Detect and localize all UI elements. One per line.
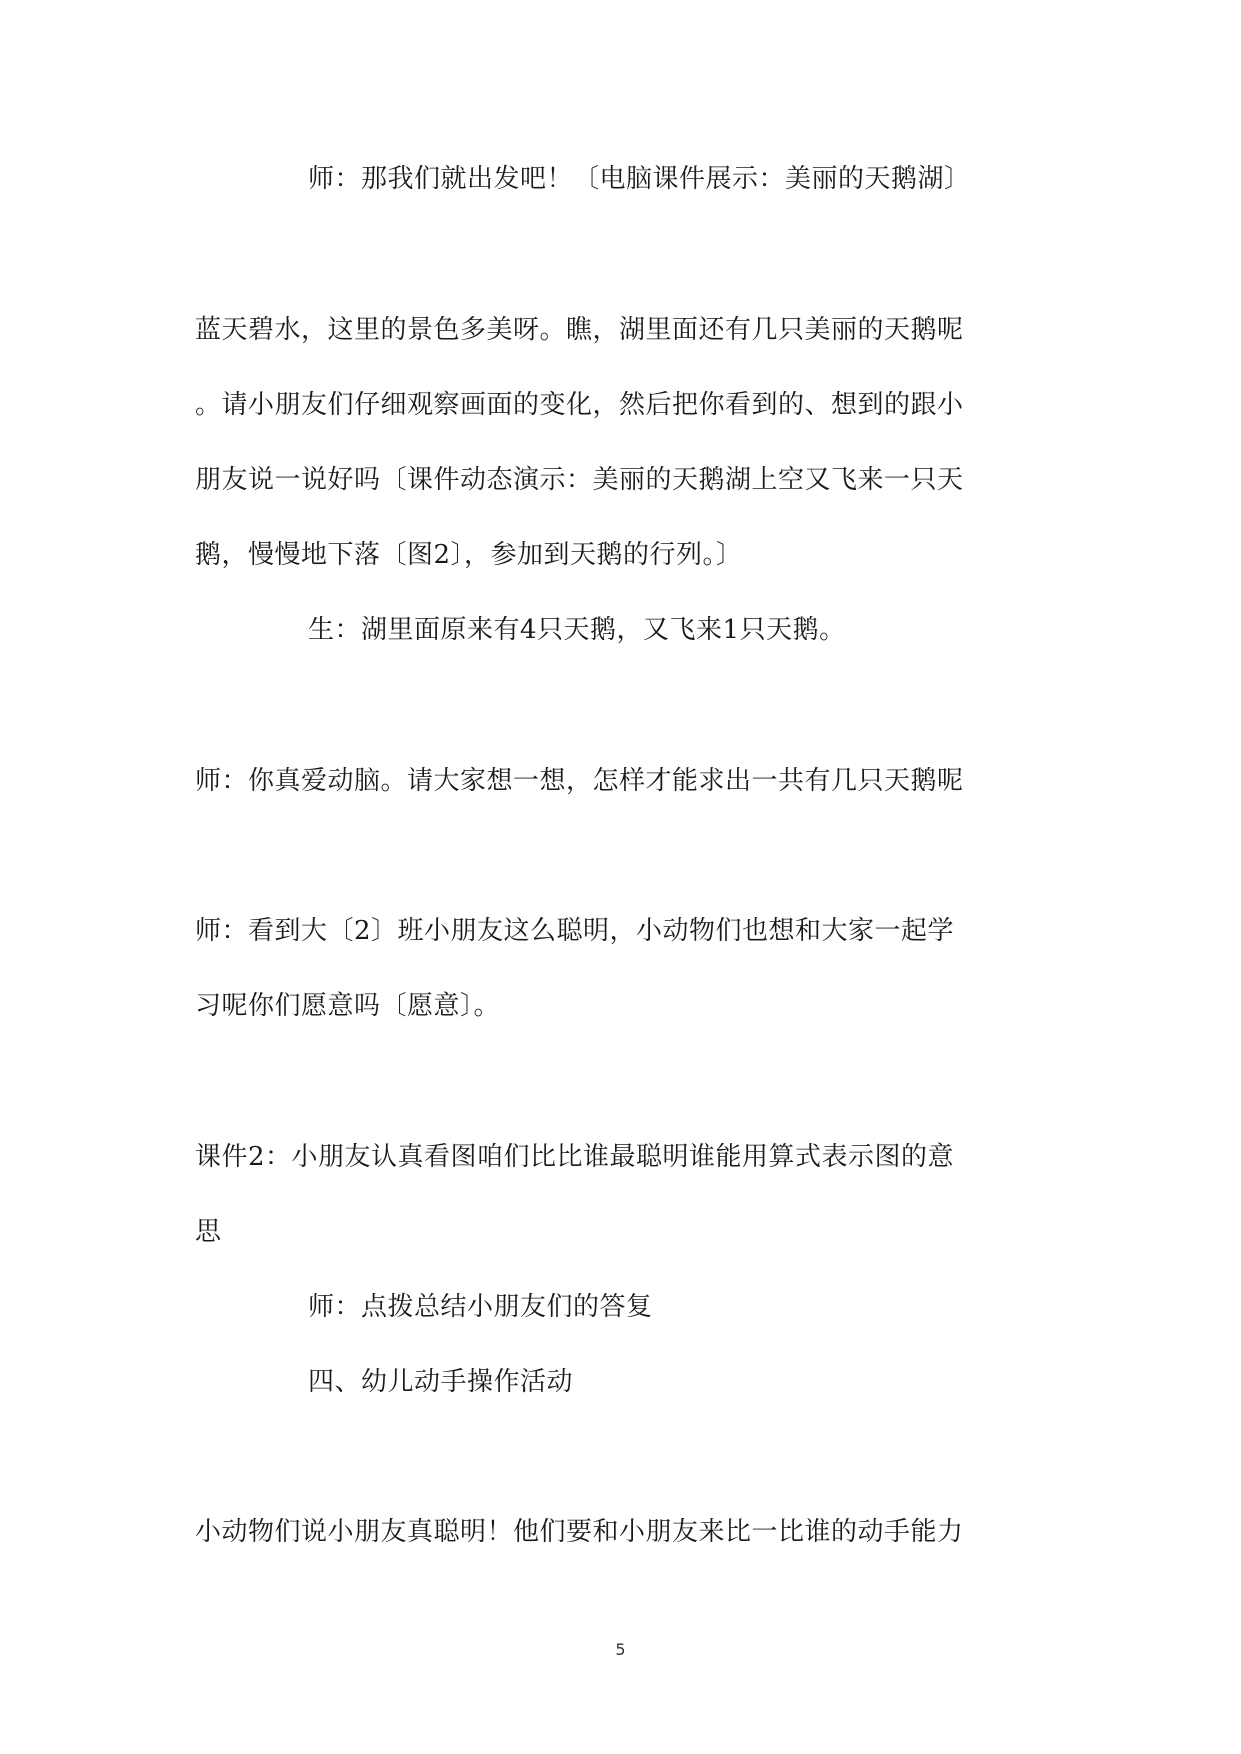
paragraph-line: 习呢你们愿意吗〔愿意〕。 (195, 991, 501, 1021)
paragraph-line: 思 (195, 1217, 222, 1247)
paragraph-line: 课件2：小朋友认真看图咱们比比谁最聪明谁能用算式表示图的意 (195, 1142, 955, 1172)
paragraph-line: 小动物们说小朋友真聪明！他们要和小朋友来比一比谁的动手能力 (195, 1517, 964, 1547)
paragraph-line: 师：点拨总结小朋友们的答复 (308, 1292, 653, 1322)
paragraph-line: 鹅，慢慢地下落〔图2〕，参加到天鹅的行列。〕 (195, 540, 743, 570)
paragraph-line: 师：你真爱动脑。请大家想一想，怎样才能求出一共有几只天鹅呢 (195, 766, 964, 796)
paragraph-line: 四、幼儿动手操作活动 (308, 1367, 574, 1397)
paragraph-line: 蓝天碧水，这里的景色多美呀。瞧，湖里面还有几只美丽的天鹅呢 (195, 315, 964, 345)
paragraph-line: 生：湖里面原来有4只天鹅，又飞来1只天鹅。 (308, 615, 846, 645)
paragraph-line: 朋友说一说好吗〔课件动态演示：美丽的天鹅湖上空又飞来一只天 (195, 465, 964, 495)
paragraph-line: 。请小朋友们仔细观察画面的变化，然后把你看到的、想到的跟小 (195, 390, 964, 420)
paragraph-line: 师：那我们就出发吧！〔电脑课件展示：美丽的天鹅湖〕 (308, 164, 971, 194)
paragraph-line: 师：看到大〔2〕班小朋友这么聪明，小动物们也想和大家一起学 (195, 916, 955, 946)
page-number: 5 (615, 1640, 626, 1659)
